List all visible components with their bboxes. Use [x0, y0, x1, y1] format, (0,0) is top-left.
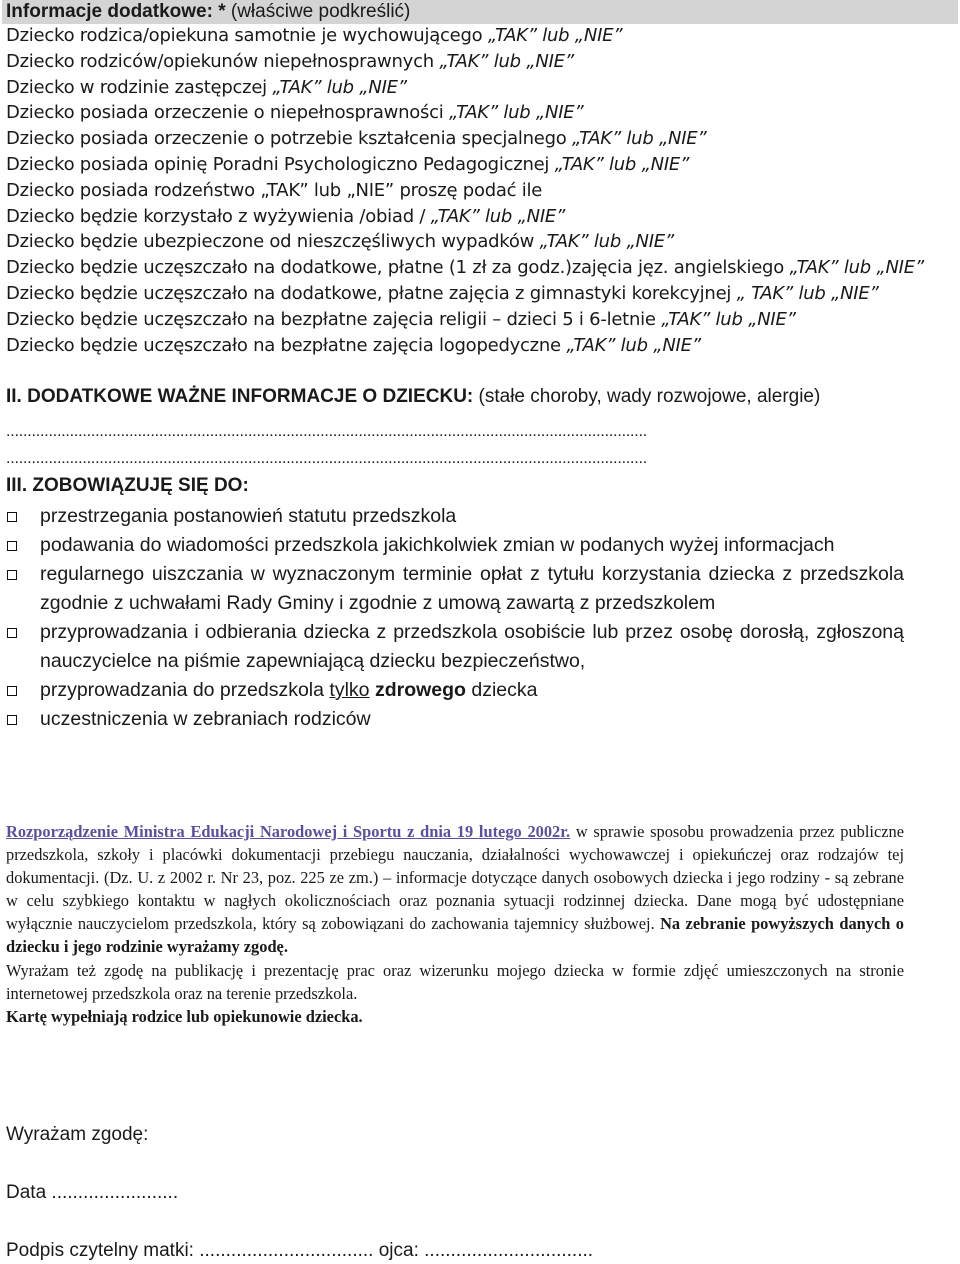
tak-nie-choice[interactable]: „TAK” lub „NIE”: [560, 334, 701, 356]
legal-notice: [6, 820, 904, 1028]
list-item: podawania do wiadomości przedszkola jakichkolwiek zmian w podanych wyżej informacjach: [6, 531, 904, 560]
tak-nie-choice[interactable]: „TAK” lub „NIE”: [266, 76, 407, 98]
fill-line-2[interactable]: .......................................................................................................................................................: [6, 450, 648, 467]
section-2-heading: [6, 386, 820, 408]
tak-nie-choice[interactable]: „TAK” lub „NIE”: [482, 25, 623, 46]
section-heading: [6, 0, 410, 24]
tak-nie-choice[interactable]: „TAK” lub „NIE”: [425, 205, 566, 227]
info-row: Dziecko będzie uczęszczało na bezpłatne zajęcia logopedyczne „TAK” lub „NIE”: [6, 334, 701, 356]
list-item: przestrzegania postanowień statutu przedszkola: [6, 502, 904, 531]
tak-nie-choice[interactable]: „TAK” lub „NIE”: [784, 257, 924, 279]
info-row: Dziecko będzie uczęszczało na bezpłatne zajęcia religii – dzieci 5 i 6-letnie „TAK” lub „NIE”: [6, 308, 796, 330]
list-item: przyprowadzania i odbierania dziecka z przedszkola osobiście lub przez osobę dorosłą, zgłoszoną nauczycielce na piśmie zapewniającą dziecku bezpieczeństwo,: [6, 618, 904, 676]
consent-label: Wyrażam zgodę:: [6, 1124, 149, 1145]
section-2-title: II. DODATKOWE WAŻNE INFORMACJE O DZIECKU:: [6, 386, 474, 407]
info-row: Dziecko będzie uczęszczało na dodatkowe, płatne (1 zł za godz.)zajęcia jęz. angielskiego „TAK” lub „NIE”: [6, 257, 924, 279]
section-2-hint: (stałe choroby, wady rozwojowe, alergie): [473, 386, 821, 407]
section-3-heading: [6, 475, 249, 497]
photo-consent: Wyrażam też zgodę na publikację i prezentację prac oraz wizerunku mojego dziecka w formie zdjęć umieszczonych na stronie internetowej przedszkola oraz na terenie przedszkola.: [6, 960, 904, 1003]
checkbox-icon[interactable]: [7, 628, 17, 638]
list-item: regularnego uiszczania w wyznaczonym terminie opłat z tytułu korzystania dziecka z przedszkola zgodnie z uchwałami Rady Gminy i zgodnie z umową zawartą z przedszkolem: [6, 560, 904, 618]
list-item: przyprowadzania do przedszkola tylko zdrowego dziecka: [6, 676, 904, 705]
heading-note: (właściwe podkreślić): [225, 1, 411, 22]
legal-paragraph: [6, 820, 904, 959]
date-field[interactable]: Data ........................: [6, 1182, 179, 1203]
signature-field[interactable]: Podpis czytelny matki: ................................. ojca: ................................: [6, 1240, 594, 1261]
regulation-link[interactable]: Rozporządzenie Ministra Edukacji Narodowej i Sportu z dnia 19 lutego 2002r.: [6, 822, 571, 841]
info-row: Dziecko posiada opinię Poradni Psychologiczno Pedagogicznej „TAK” lub „NIE”: [6, 153, 690, 175]
info-rows: [6, 23, 958, 358]
checkbox-icon[interactable]: [7, 715, 17, 725]
info-row: Dziecko rodzica/opiekuna samotnie je wychowującego „TAK” lub „NIE”: [6, 25, 623, 46]
tak-nie-choice[interactable]: „TAK” lub „NIE”: [566, 128, 707, 150]
section-3-title: III. ZOBOWIĄZUJĘ SIĘ DO:: [6, 475, 249, 496]
tak-nie-choice[interactable]: „TAK” lub „NIE”: [443, 102, 584, 124]
info-row: Dziecko będzie korzystało z wyżywienia /obiad / „TAK” lub „NIE”: [6, 205, 566, 227]
heading-title: Informacje dodatkowe: *: [6, 1, 226, 22]
list-item: uczestniczenia w zebraniach rodziców: [6, 705, 904, 734]
tak-nie-choice[interactable]: „TAK” lub „NIE”: [549, 153, 690, 175]
obligations-list: [6, 502, 904, 734]
checkbox-icon[interactable]: [7, 570, 17, 580]
fill-note: Kartę wypełniają rodzice lub opiekunowie dziecka.: [6, 1006, 363, 1026]
info-row: Dziecko posiada rodzeństwo „TAK” lub „NIE” proszę podać ile: [6, 179, 543, 201]
checkbox-icon[interactable]: [7, 686, 17, 696]
tak-nie-choice[interactable]: „ TAK” lub „NIE”: [731, 282, 879, 304]
legal-body: w sprawie sposobu prowadzenia przez publiczne przedszkola, szkoły i placówki dokumentacji przebiegu nauczania, działalności wychowawczej i opiekuńczej oraz rodzajów tej dokumentacji. (Dz. U. z 2002 r. Nr 23, poz. 225 ze zm.) – informacje dotyczące danych osobowych dziecka i jego rodziny - są zebrane w celu szybkiego kontaktu w nagłych okolicznościach oraz poznania sytuacji rodzinnej dziecka. Dane mogą być udostępniane wyłącznie nauczycielom przedszkola, który są zobowiązani do zachowania tajemnicy służbowej.: [6, 822, 904, 934]
info-row: Dziecko będzie ubezpieczone od nieszczęśliwych wypadków „TAK” lub „NIE”: [6, 231, 675, 253]
info-row: Dziecko posiada orzeczenie o niepełnosprawności „TAK” lub „NIE”: [6, 102, 584, 124]
info-row: Dziecko rodziców/opiekunów niepełnosprawnych „TAK” lub „NIE”: [6, 50, 574, 72]
tak-nie-choice[interactable]: „TAK” lub „NIE”: [655, 308, 796, 330]
consent-statement: Na zebranie powyższych danych o dziecku i jego rodzinie wyrażamy zgodę.: [6, 914, 904, 957]
checkbox-icon[interactable]: [7, 541, 17, 551]
info-row: Dziecko będzie uczęszczało na dodatkowe, płatne zajęcia z gimnastyki korekcyjnej „ TAK” lub „NIE”: [6, 282, 879, 304]
tak-nie-choice[interactable]: „TAK” lub „NIE”: [534, 231, 675, 253]
tak-nie-choice[interactable]: „TAK” lub „NIE”: [433, 50, 574, 72]
checkbox-icon[interactable]: [7, 512, 17, 522]
info-row: Dziecko posiada orzeczenie o potrzebie kształcenia specjalnego „TAK” lub „NIE”: [6, 128, 707, 150]
fill-line-1[interactable]: .......................................................................................................................................................: [6, 423, 648, 440]
info-row: Dziecko w rodzinie zastępczej „TAK” lub „NIE”: [6, 76, 407, 98]
